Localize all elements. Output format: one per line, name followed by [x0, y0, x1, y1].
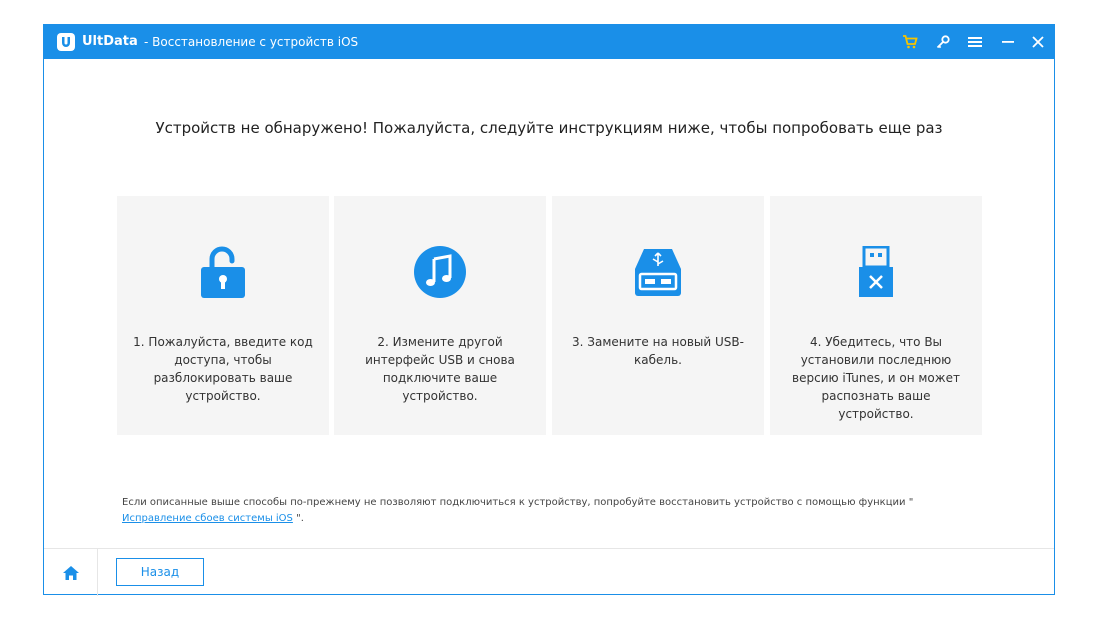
cart-icon[interactable]: [900, 32, 920, 52]
usb-error-icon: [858, 246, 894, 298]
card-3-text: 3. Замените на новый USB-кабель.: [572, 335, 744, 367]
help-note-text: Если описанные выше способы по-прежнему не позволяют подключиться к устройству, попробуйте восстановить устройство с помощью функции ": [122, 497, 914, 508]
card-4-text: 4. Убедитесь, что Вы установили последнюю версию iTunes, и он может распознать ваше устройство.: [792, 335, 960, 421]
window-subtitle: - Восстановление с устройств iOS: [144, 35, 359, 49]
title-bar: [44, 25, 1054, 59]
card-1-text: 1. Пожалуйста, введите код доступа, чтобы разблокировать ваше устройство.: [133, 335, 313, 403]
ios-system-repair-link[interactable]: Исправление сбоев системы iOS: [122, 513, 293, 524]
help-note: [122, 495, 1042, 527]
music-note-icon: [413, 245, 467, 299]
instruction-card-1: [117, 196, 329, 435]
close-icon[interactable]: [1028, 32, 1048, 52]
footer-bar: [44, 548, 1054, 596]
back-button[interactable]: Назад: [116, 558, 204, 586]
card-2-text: 2. Измените другой интерфейс USB и снова подключите ваше устройство.: [365, 335, 515, 403]
instruction-card-4: [770, 196, 982, 435]
app-window: [43, 24, 1055, 595]
app-brand: UltData: [82, 34, 138, 49]
instruction-card-2: [334, 196, 546, 435]
home-icon: [62, 565, 80, 581]
instruction-card-3: [552, 196, 764, 435]
help-note-end: ".: [296, 513, 304, 524]
page-headline: Устройств не обнаружено! Пожалуйста, следуйте инструкциям ниже, чтобы попробовать еще раз: [155, 119, 943, 137]
usb-port-icon: [634, 247, 682, 297]
home-button[interactable]: [44, 549, 98, 596]
ultdata-logo-icon: [57, 33, 75, 51]
menu-icon[interactable]: [965, 32, 985, 52]
key-icon[interactable]: [933, 32, 953, 52]
unlock-icon: [200, 245, 246, 299]
minimize-icon[interactable]: [998, 32, 1018, 52]
